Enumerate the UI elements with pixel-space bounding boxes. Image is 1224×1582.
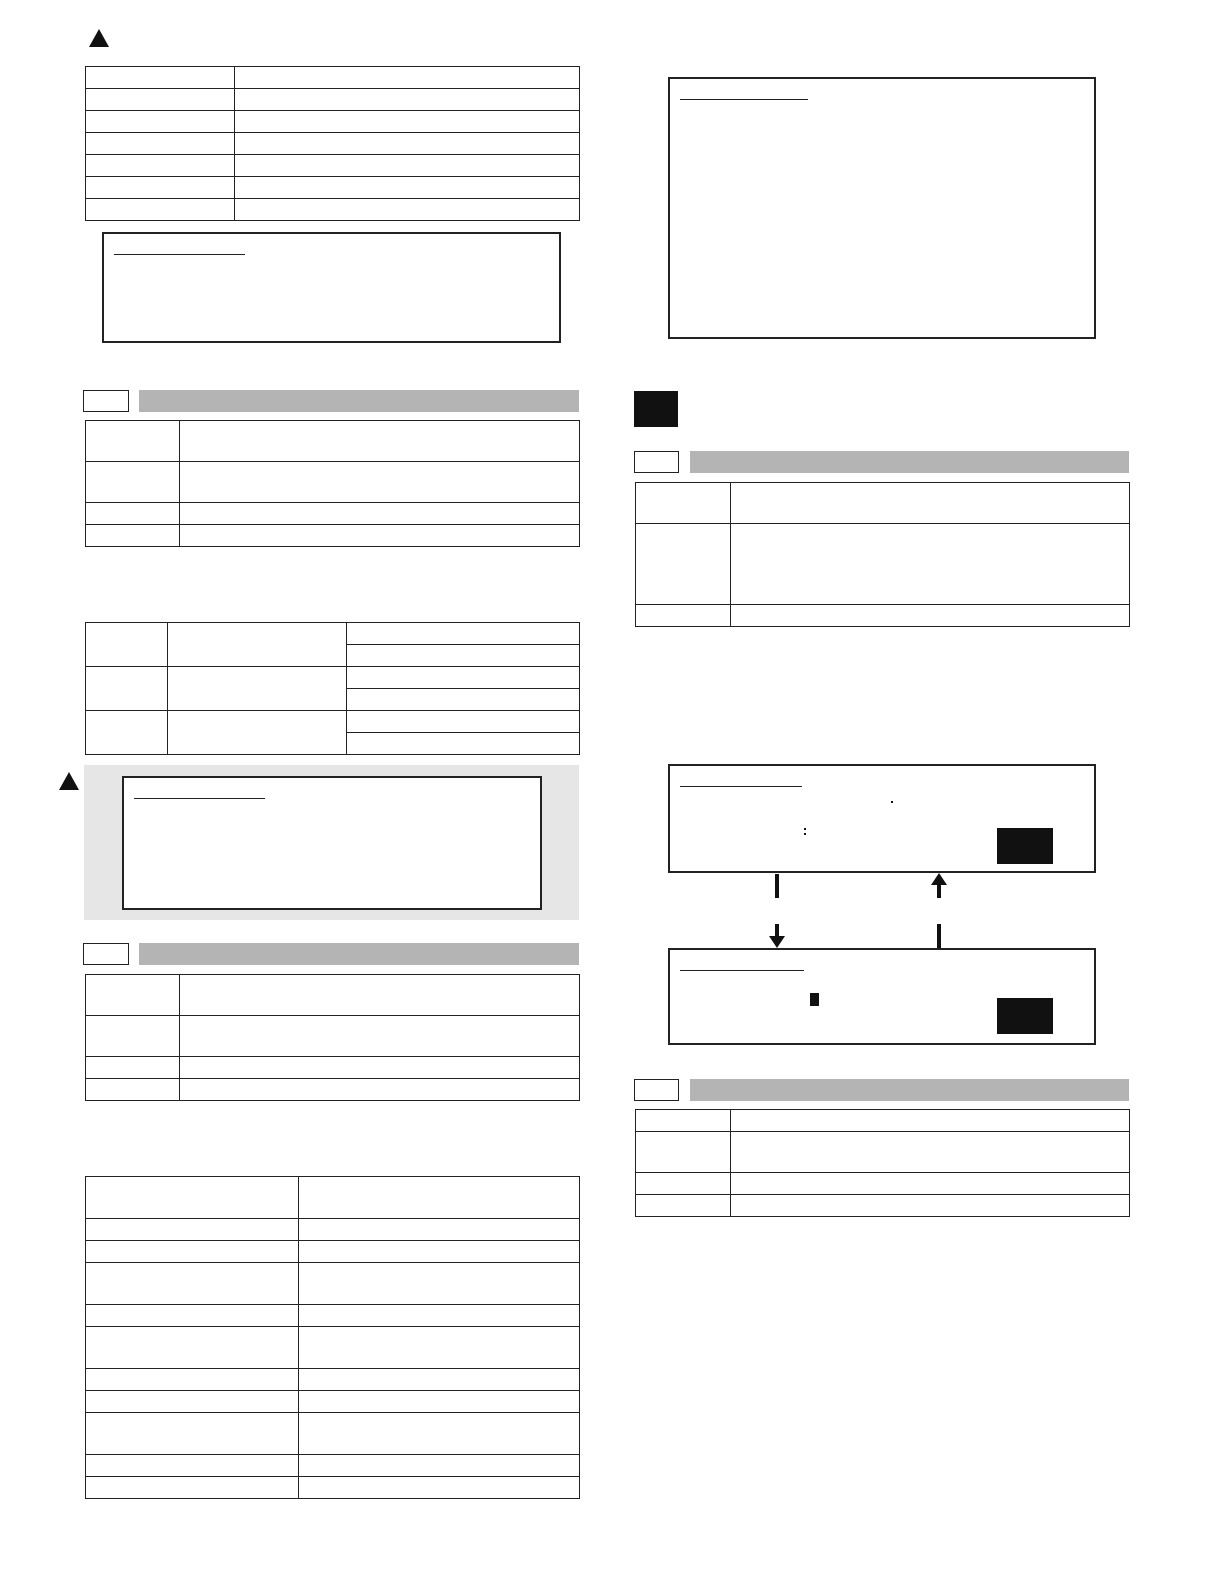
table-row — [636, 605, 1130, 627]
table-row — [86, 1477, 580, 1499]
arrow-down-icon — [769, 936, 785, 948]
table-row — [636, 1132, 1130, 1173]
table-row — [86, 1016, 580, 1057]
display-screen-lower — [668, 948, 1096, 1045]
display-panel — [122, 776, 542, 910]
arrow-up-shaft — [937, 884, 941, 898]
revision-triangle-icon — [59, 772, 79, 790]
table-row — [86, 199, 580, 221]
table-row — [86, 1455, 580, 1477]
table-row — [86, 525, 580, 547]
table-row — [86, 623, 580, 645]
table-row — [86, 421, 580, 462]
display-softkey — [997, 828, 1053, 864]
table-setting-values — [85, 622, 580, 755]
table-row — [86, 667, 580, 689]
section-code-box — [634, 1079, 679, 1101]
table-row — [86, 1305, 580, 1327]
section-header-bar — [690, 451, 1129, 473]
display-screen-upper — [668, 764, 1096, 873]
section-header-bar — [139, 390, 579, 412]
table-row — [636, 1195, 1130, 1217]
table-row — [86, 89, 580, 111]
display-colon — [804, 833, 806, 835]
table-row — [86, 177, 580, 199]
table-row — [86, 1263, 580, 1305]
table-row — [636, 483, 1130, 524]
table-section-d — [635, 1109, 1130, 1217]
table-row — [86, 1241, 580, 1263]
table-row — [86, 1079, 580, 1101]
display-panel — [102, 232, 561, 343]
display-cursor — [810, 993, 819, 1006]
section-code-box — [83, 943, 129, 965]
display-dot — [891, 801, 893, 803]
display-colon — [804, 828, 806, 830]
table-top-left — [85, 66, 580, 221]
section-code-box — [83, 390, 129, 412]
display-title-rule — [134, 798, 265, 799]
table-row — [86, 975, 580, 1016]
table-row — [86, 1177, 580, 1219]
section-header-bar — [690, 1079, 1129, 1101]
table-section-a — [85, 420, 580, 547]
table-row — [86, 111, 580, 133]
table-row — [636, 524, 1130, 605]
display-title-rule — [680, 970, 804, 971]
table-section-b — [85, 974, 580, 1101]
table-row — [636, 1110, 1130, 1132]
section-marker-block — [634, 391, 678, 427]
display-title-rule — [680, 99, 808, 100]
display-title-rule — [680, 786, 802, 787]
table-row — [86, 1327, 580, 1369]
table-row — [86, 133, 580, 155]
table-row — [86, 1369, 580, 1391]
table-item-list — [85, 1176, 580, 1499]
table-row — [86, 1413, 580, 1455]
table-row — [86, 462, 580, 503]
table-row — [86, 1057, 580, 1079]
display-softkey — [997, 998, 1053, 1034]
table-row — [86, 67, 580, 89]
section-header-bar — [139, 943, 579, 965]
table-row — [86, 155, 580, 177]
arrow-up-shaft — [937, 924, 941, 948]
section-code-box — [634, 451, 679, 473]
table-row — [86, 1219, 580, 1241]
display-panel — [668, 77, 1096, 339]
table-row — [86, 711, 580, 733]
table-section-c — [635, 482, 1130, 627]
table-row — [636, 1173, 1130, 1195]
display-title-rule — [114, 254, 245, 255]
table-row — [86, 1391, 580, 1413]
arrow-down-shaft — [775, 874, 779, 898]
table-row — [86, 503, 580, 525]
revision-triangle-icon — [89, 29, 109, 47]
